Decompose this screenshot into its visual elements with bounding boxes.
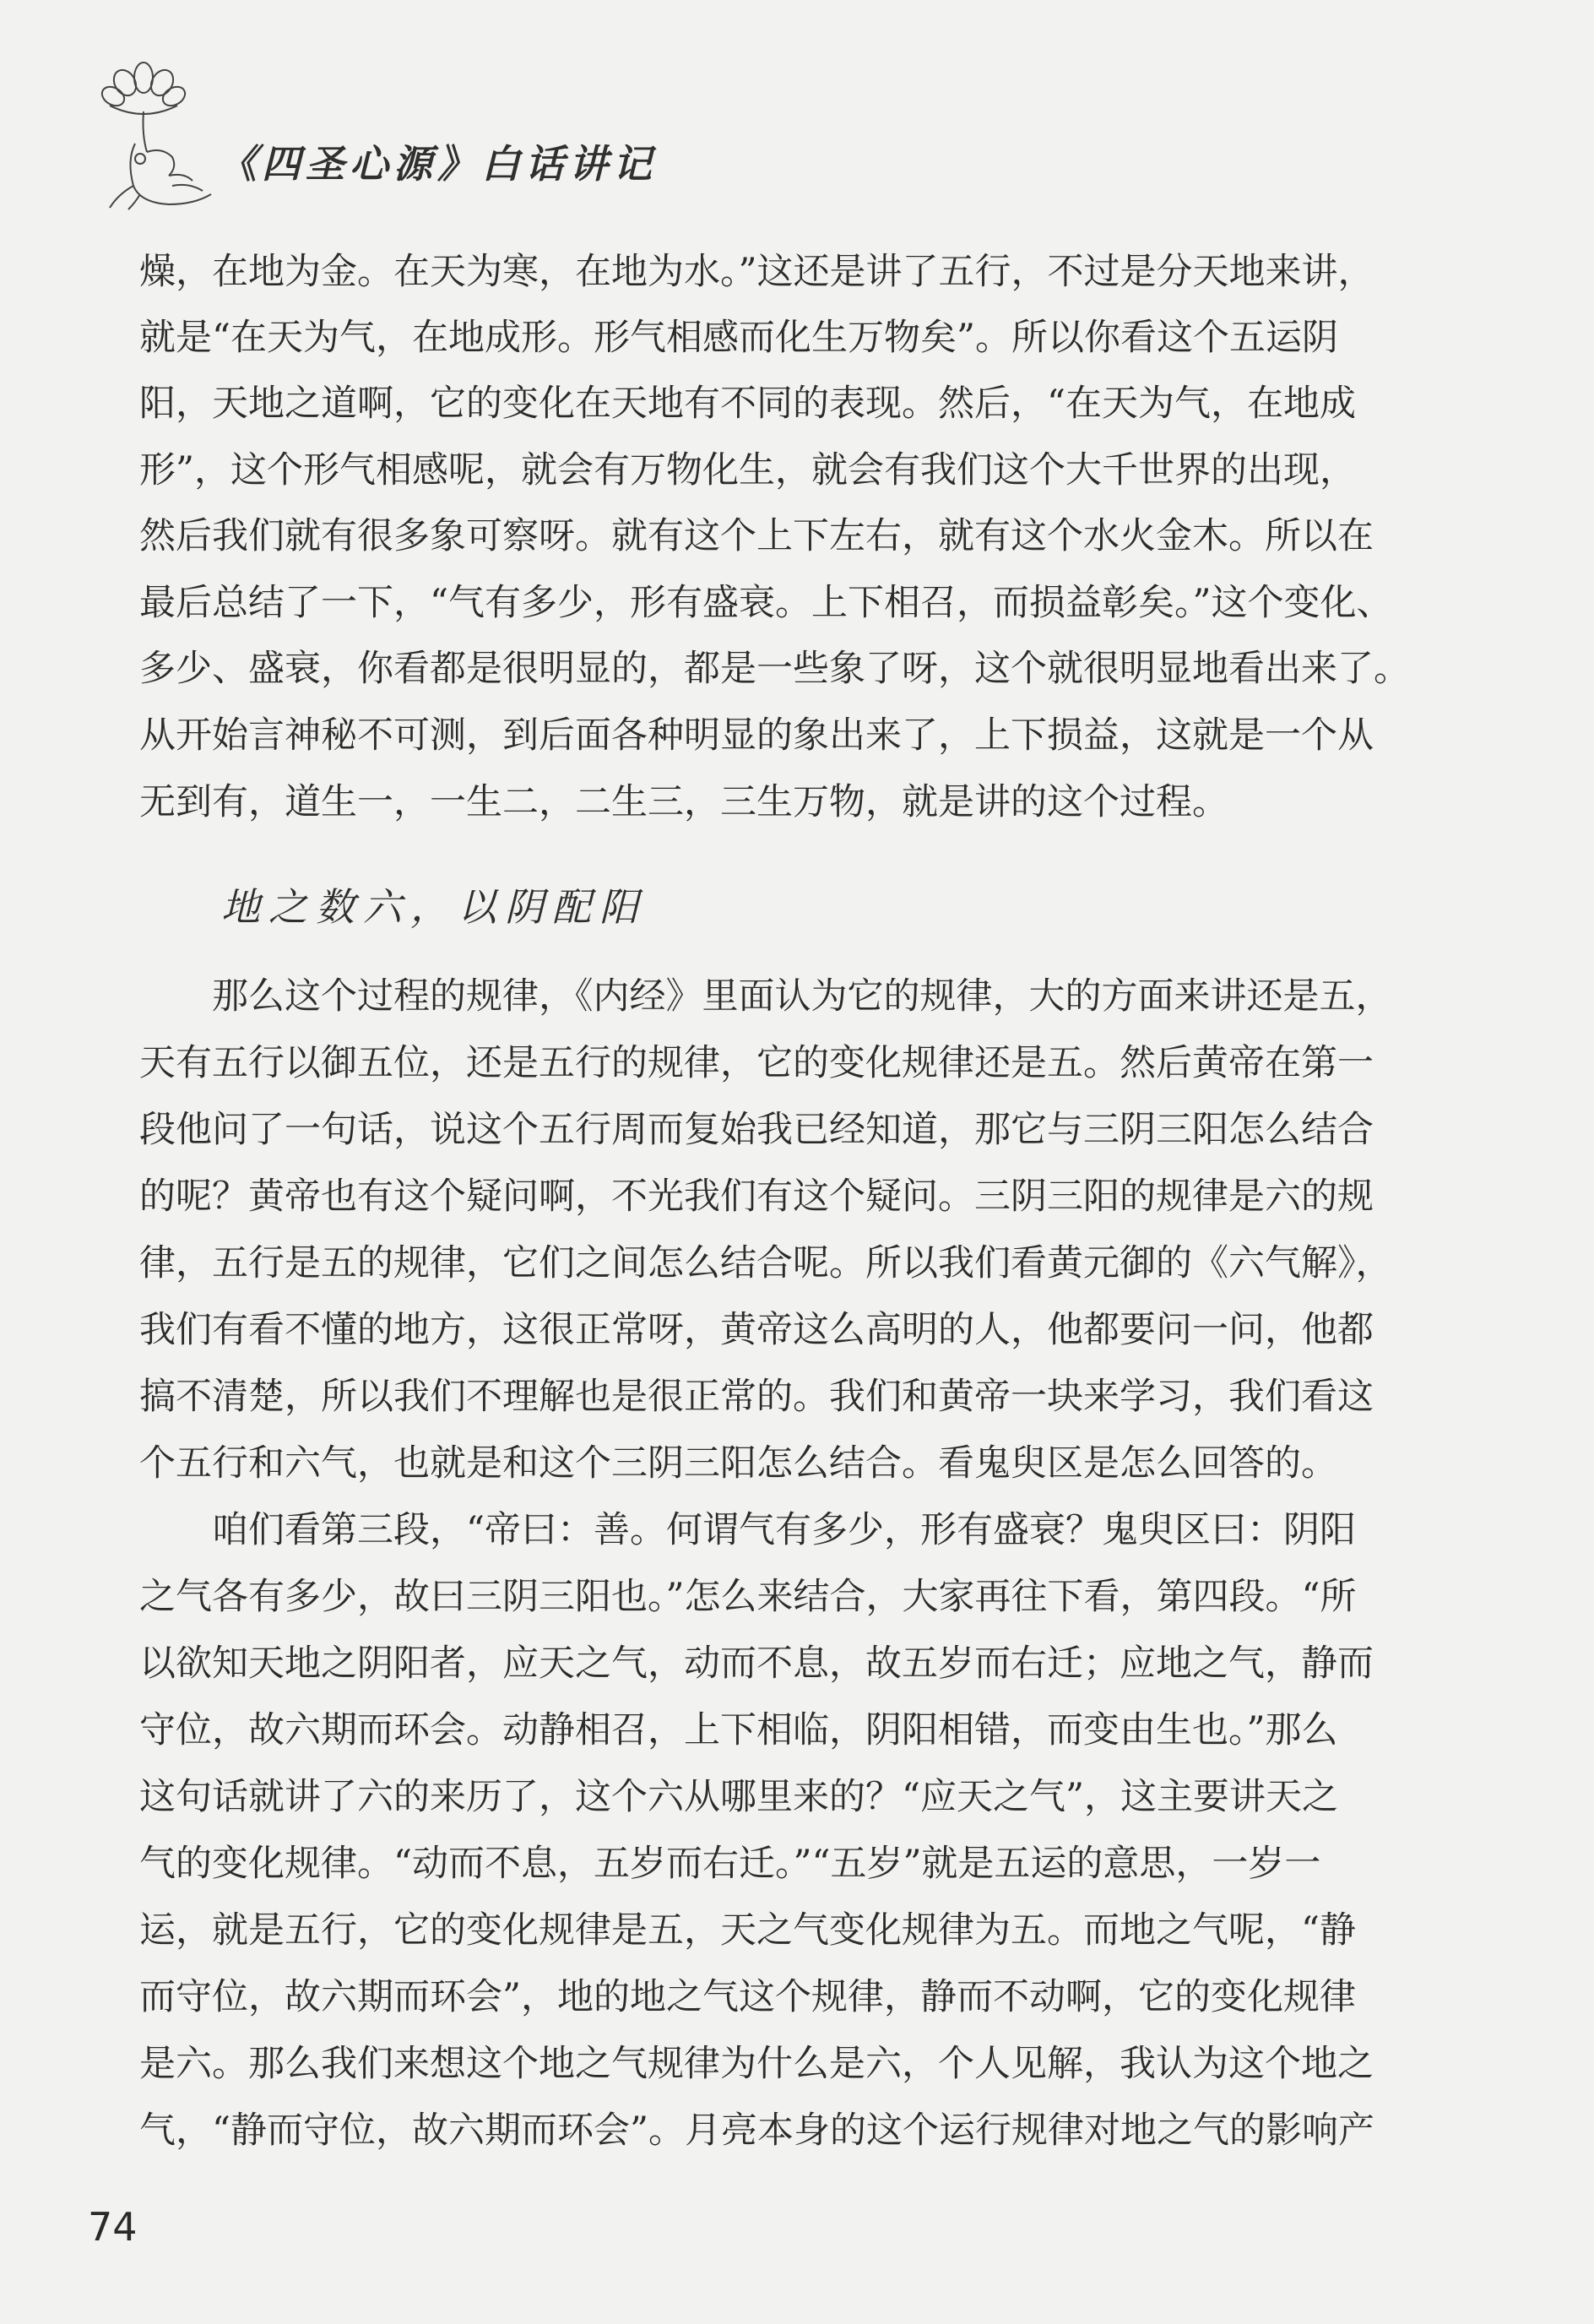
paragraph-line: 无到有，道生一，一生二，二生三，三生万物，就是讲的这个过程。 xyxy=(139,781,1228,823)
paragraph-line: 个五行和六气，也就是和这个三阴三阳怎么结合。看鬼臾区是怎么回答的。 xyxy=(139,1442,1337,1485)
paragraph-line: 多少、盛衰，你看都是很明显的，都是一些象了呀，这个就很明显地看出来了。 xyxy=(139,648,1410,690)
paragraph-line: 燥，在地为金。在天为寒，在地为水。”这还是讲了五行，不过是分天地来讲， xyxy=(139,251,1374,293)
section-heading: 地之数六，以阴配阳 xyxy=(221,884,647,930)
paragraph-line: 而守位，故六期而环会”，地的地之气这个规律，静而不动啊，它的变化规律 xyxy=(139,1976,1356,2018)
paragraph-line: 气的变化规律。“动而不息，五岁而右迁。”“五岁”就是五运的意思，一岁一 xyxy=(139,1843,1321,1885)
paragraph-line: 从开始言神秘不可测，到后面各种明显的象出来了，上下损益，这就是一个从 xyxy=(139,714,1374,757)
paragraph-line: 最后总结了一下，“气有多少，形有盛衰。上下相召，而损益彰矣。”这个变化、 xyxy=(139,582,1393,624)
paragraph-line: 那么这个过程的规律，《内经》里面认为它的规律，大的方面来讲还是五， xyxy=(139,975,1392,1018)
paragraph-line: 搞不清楚，所以我们不理解也是很正常的。我们和黄帝一块来学习，我们看这 xyxy=(139,1376,1374,1418)
paragraph-line: 这句话就讲了六的来历了，这个六从哪里来的？“应天之气”，这主要讲天之 xyxy=(139,1776,1338,1818)
paragraph-line: 就是“在天为气，在地成形。形气相感而化生万物矣”。所以你看这个五运阴 xyxy=(139,317,1338,359)
paragraph-line: 咱们看第三段，“帝曰：善。何谓气有多少，形有盛衰？鬼臾区曰：阴阳 xyxy=(139,1509,1356,1551)
paragraph-line: 段他问了一句话，说这个五行周而复始我已经知道，那它与三阴三阳怎么结合 xyxy=(139,1109,1374,1151)
paragraph-line: 守位，故六期而环会。动静相召，上下相临，阴阳相错，而变由生也。”那么 xyxy=(139,1709,1338,1751)
paragraph-line: 以欲知天地之阴阳者，应天之气，动而不息，故五岁而右迁；应地之气，静而 xyxy=(139,1643,1374,1685)
paragraph-line: 天有五行以御五位，还是五行的规律，它的变化规律还是五。然后黄帝在第一 xyxy=(139,1042,1374,1084)
paragraph-line: 然后我们就有很多象可察呀。就有这个上下左右，就有这个水火金木。所以在 xyxy=(139,515,1374,557)
paragraph-line: 形”，这个形气相感呢，就会有万物化生，就会有我们这个大千世界的出现， xyxy=(139,449,1356,491)
paragraph-line: 的呢？黄帝也有这个疑问啊，不光我们有这个疑问。三阴三阳的规律是六的规 xyxy=(139,1176,1374,1218)
paragraph-line: 是六。那么我们来想这个地之气规律为什么是六，个人见解，我认为这个地之 xyxy=(139,2043,1374,2085)
paragraph-line: 律，五行是五的规律，它们之间怎么结合呢。所以我们看黄元御的《六气解》， xyxy=(139,1242,1392,1284)
paragraph-line: 气，“静而守位，故六期而环会”。月亮本身的这个运行规律对地之气的影响产 xyxy=(139,2110,1374,2152)
page-number: 74 xyxy=(88,2204,138,2250)
paragraph-line: 之气各有多少，故曰三阴三阳也。”怎么来结合，大家再往下看，第四段。“所 xyxy=(139,1576,1357,1618)
paragraph-line: 运，就是五行，它的变化规律是五，天之气变化规律为五。而地之气呢，“静 xyxy=(139,1909,1356,1952)
paragraph-line: 阳，天地之道啊，它的变化在天地有不同的表现。然后，“在天为气，在地成 xyxy=(139,383,1356,425)
book-title: 《四圣心源》白话讲记 xyxy=(218,141,657,187)
paragraph-line: 我们有看不懂的地方，这很正常呀，黄帝这么高明的人，他都要问一问，他都 xyxy=(139,1309,1374,1351)
